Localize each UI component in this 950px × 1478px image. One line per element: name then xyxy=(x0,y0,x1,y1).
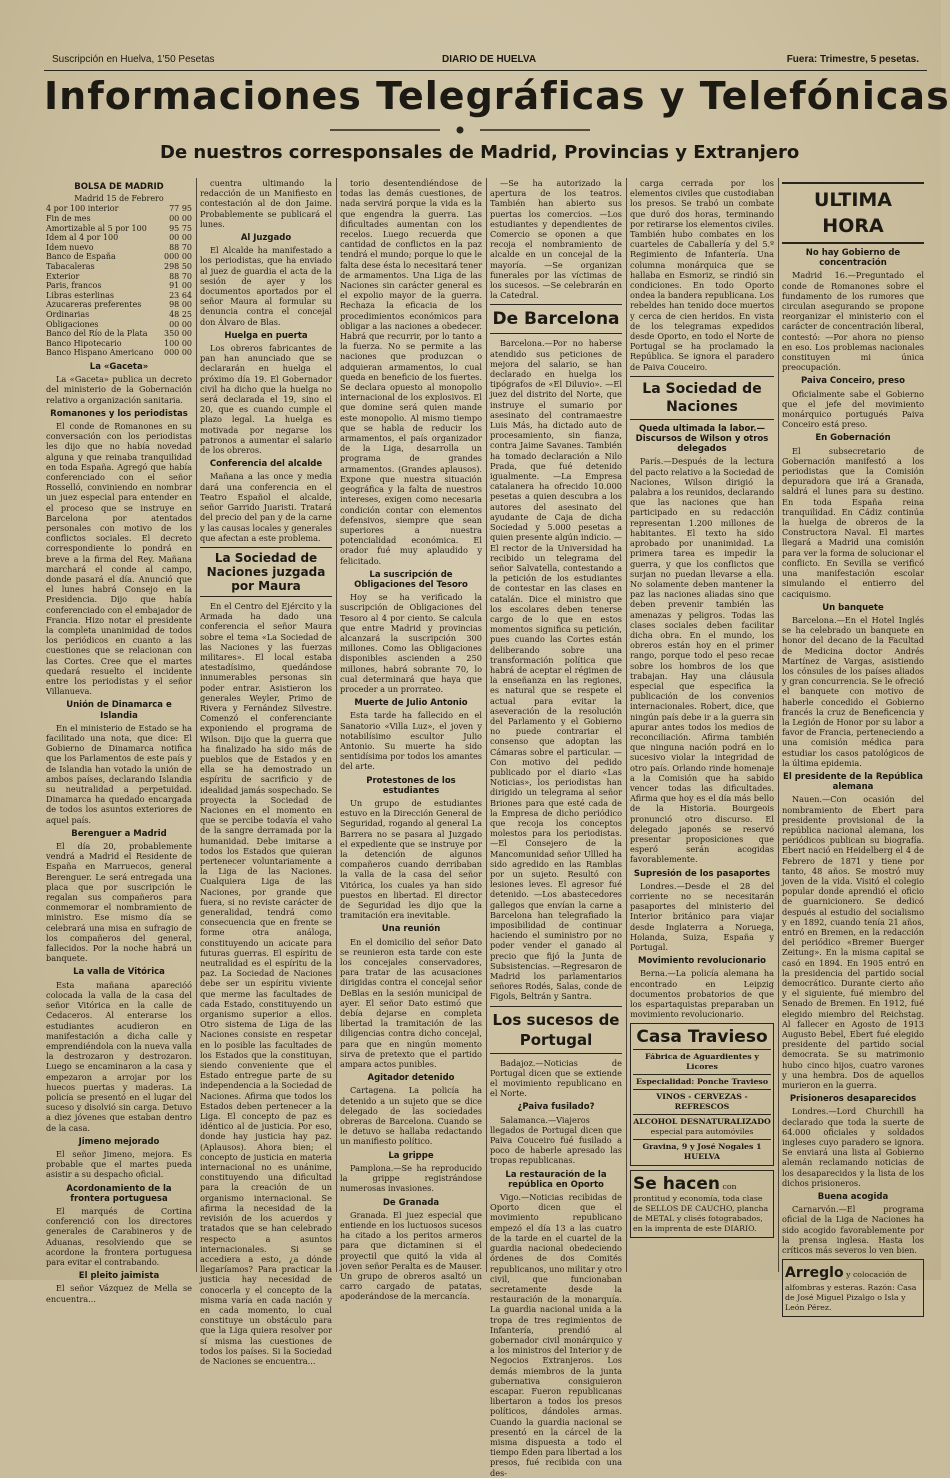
section-text: El conde de Romanones en su conversación con los periodistas les dijo que no había novedad alguna y que reinaba tranquilidad en toda España. Agregó que había conferenciado con el señor Rosselló, conviniendo en nombrar un juez especial para entender en el proceso que se instruye en Barcelona por atentados personales con motivo de los conflictos sociales. El decreto correspondiente lo pondrá en breve a la firma del Rey. Mañana marchará el conde al campo, donde pasará el día. Anunció que el lunes habrá Consejo en la Presidencia. Dijo que había conferenciado con el embajador de Francia. Hizo notar el presidente la completa unanimidad de todos los periódicos en cuanto a las cuestiones que se relacionan con las Cortes. Cree que el martes quedará resuelto el incidente entre los periodistas y el señor Villanueva. xyxy=(46,420,192,697)
section-title: Supresión de los pasaportes xyxy=(633,868,771,879)
section-text: Barcelona.—En el Hotel Inglés se ha celebrado un banquete en honor del decano de la Facultad de Medicina doctor Andrés Martínez de Vargas, asistiendo los cónsules de los países aliados y gran concurrencia. Se le ofreció el banquete con motivo de haberle concedido el Gobierno francés la cruz de Beneficencia y la Legión de Honor por su labor a favor de Francia, perteneciendo a una comisión médica para estudiar los casos patológicos de la última epidemia. xyxy=(782,614,924,768)
section-title-large: La Sociedad de Naciones xyxy=(630,376,774,420)
bolsa-row xyxy=(46,233,192,243)
bolsa-row-name: Paris, francos xyxy=(46,281,102,291)
column-divider xyxy=(626,178,627,1272)
section-title: Muerte de Julio Antonio xyxy=(354,698,468,709)
bolsa-date: Madrid 15 de Febrero xyxy=(74,194,164,204)
ad-line: Fábrica de Aguardientes y Licores xyxy=(633,1049,771,1072)
section-text: Cartagena. La policía ha detenido a un sujeto que se dice delegado de las sociedades obreras de Barcelona. Cuando se le detuvo se hallaba redactando un manifiesto político. xyxy=(340,1085,482,1147)
section-title: Berenguer a Madrid xyxy=(71,828,167,839)
section-subtitle: Queda ultimada la labor.—Discursos de Wilson y otros delegados xyxy=(635,423,769,455)
section-title: Romanones y los periodistas xyxy=(50,408,188,419)
section-text: Un grupo de estudiantes estuvo en la Dirección General de Seguridad, rogando al general La Barrera no se pasara al Juzgado el expediente que se instruye por la detención de algunos compañeros cuando derribaban la valla de la casa del señor Vitórica, los cuales ya han sido puestos en libertad. El director de Seguridad les dijo que la tramitación era inevitable. xyxy=(340,797,482,921)
section-title: El presidente de la República alemana xyxy=(783,771,923,793)
bolsa-row-value: 48 25 xyxy=(169,309,192,319)
ad-casa-travieso xyxy=(630,1023,774,1166)
section-text: Hoy se ha verificado la suscripción de Obligaciones del Tesoro al 4 por ciento. Se calcula que entre Madrid y provincias alcanzará la suscripción 300 millones. Como las Obligaciones disponibles ascienden a 250 millones, habrá sobrante 70, lo cual determinará que haya que proceder a un prorrateo. xyxy=(340,592,482,694)
bolsa-table xyxy=(46,204,192,358)
section-title: Huelga en puerta xyxy=(224,330,308,341)
section-title: Al Juzgado xyxy=(240,233,292,244)
bolsa-row-value: 000 00 xyxy=(164,252,192,262)
section-title-large: La Sociedad de Naciones juzgada por Maura xyxy=(200,547,332,597)
bolsa-row xyxy=(46,281,192,291)
bolsa-row-value: 88 70 xyxy=(169,242,192,252)
bolsa-row xyxy=(46,348,192,358)
section-text: Nauen.—Con ocasión del nombramiento de Ebert para presidente provisional de la república nacional alemana, los periódicos publican su biografía. Ebert nació en Heidelberg el 4 de Febrero de 1871 y tiene por tanto, 48 años. Se mostró muy joven de la vida. Visitó el colegio popular donde aprendió el oficio de guarnicionero. Se dedicó después al estudio del socialismo y en 1892, cuando tenía 21 años, entró en Bremen, en la redacción del periódico «Bremer Buerger Zeitung». En la misma capital se casó en 1894. En 1905 entró en la presidencia del partido social democrático. Durante cierto año y el siguiente, fué miembro del Senado de Bremen. En 1912, fué elegido miembro del Reichstag. Al fallecer en Agosto de 1913 Augusto Bebel, Ebert fué elegido presidente del partido social democrata. Se su matrimonio hubo cinco hijos, cuatro varones y una hembra. Dos de aquellos murieron en la guerra. xyxy=(782,794,924,1091)
section-text: —Se ha autorizado la apertura de los teatros. También han abierto sus puertas los comercios. —Los estudiantes y dependientes de Comercio se oponen a que recoja el nombramiento de alcalde en un concejal de la mayoría. —Se organizan funerales por las víctimas de los sucesos. —Se celebrarán en la Catedral. xyxy=(490,178,622,301)
section-text: Berna.—La policía alemana ha encontrado en Leipzig documentos probatorios de que los espartaquistas preparaban un movimiento revolucionario. xyxy=(630,968,774,1020)
column-divider xyxy=(336,178,337,1272)
bolsa-row xyxy=(46,204,192,214)
section-title: De Granada xyxy=(382,1197,440,1208)
section-text: El marqués de Cortina conferenció con los directores generales de Carabineros y de Aduanas, resolviendo que se acordone la frontera portuguesa para evitar el contrabando. xyxy=(46,1205,192,1267)
column-5 xyxy=(630,178,774,1270)
bolsa-row-name: Idem al 4 por 100 xyxy=(46,233,119,243)
section-text: El señor Jimeno, mejora. Es probable que el martes pueda asistir a su despacho oficial. xyxy=(46,1148,192,1180)
ad-line: especial para automóviles xyxy=(650,1127,754,1137)
section-text: Pamplona.—Se ha reproducido la grippe registrándose numerosas invasiones. xyxy=(340,1162,482,1194)
bolsa-row xyxy=(46,320,192,330)
section-text: cuentra ultimando la redacción de un Manifiesto en contestación al de don Jaime. Probablemente se publicará el lunes. xyxy=(200,178,332,229)
subscription-price: Suscripción en Huelva, 1'50 Pesetas xyxy=(52,54,215,65)
section-text: Vigo.—Noticias recibidas de Oporto dicen que el movimiento republicano empezó el día 13 a las cuatro de la tarde en el cuartel de la guardia nacional obedeciendo órdenes de dos Comités republicanos, uno militar y otro civil, que funcionaban secretamente desde la restauración de la monarquía. La guardia nacional unida a la tropa de tres regimientos de Infantería, prendió al gobernador civil monárquico y a los ministros del Interior y de Negocios Extranjeros. Los demás miembros de la junta gubernativa consiguieron escapar. Fueron republicanas libertaron a todos los presos políticos, dándoles armas. Cuando la guardia nacional se presentó en la cárcel de la misma dispuesta a todo el tiempo Eden para libertad a los presos, fué recibida con una des- xyxy=(490,1192,622,1478)
section-title: Unión de Dinamarca e Islandia xyxy=(66,700,172,721)
section-title: Acordonamiento de la frontera portuguesa xyxy=(66,1183,172,1204)
bolsa-row-name: Ordinarias xyxy=(46,309,90,319)
bolsa-row-name: Libras esterlinas xyxy=(46,290,114,300)
bolsa-row-value: 298 50 xyxy=(164,261,192,271)
subheadline: De nuestros corresponsales de Madrid, Provincias y Extranjero xyxy=(160,142,800,163)
bolsa-row-value: 00 00 xyxy=(169,233,192,243)
ad-title: Arreglo xyxy=(785,1265,844,1282)
bolsa-row-name: Obligaciones xyxy=(46,319,99,329)
bolsa-row-name: Tabacaleras xyxy=(46,261,95,271)
section-title: La restauración de la república en Oporto xyxy=(505,1169,607,1190)
section-title: La valla de Vitórica xyxy=(73,967,165,978)
section-text: En el domicilio del señor Dato se reunieron esta tarde con este los concejales conservadores, para tratar de las acusaciones dirigidas contra el concejal señor DeBlas en la sesión municipal de ayer. El señor Dato estimó que debía dejarse en completa libertad la tramitación de las diligencias contra dicho concejal, para que en ningún momento sirva de pretexto que el partido ampara actos punibles. xyxy=(340,936,482,1070)
bolsa-row xyxy=(46,243,192,253)
column-1 xyxy=(46,178,192,1304)
section-title-large: De Barcelona xyxy=(490,304,622,334)
bolsa-row-name: Banco Hipotecario xyxy=(46,338,122,348)
section-title: Protestones de los estudiantes xyxy=(366,775,456,796)
column-divider xyxy=(486,178,487,1272)
ad-arreglo xyxy=(782,1259,924,1317)
section-text: En el Centro del Ejército y la Armada ha dado una conferencia el señor Maura sobre el tema «La Sociedad de las Naciones y las fuerzas militares». El local estaba atestadísimo, quedándose innumerables personas sin poder entrar. Asistieron los generales Weyler, Primo de Rivera y Fernández Silvestre. Comenzó el conferenciante exponiendo el programa de Wilson. Dijo que la guerra que ha finalizado ha sido más de pueblos que de Estados y en ella se ha demostrado un espíritu de sacrificio y de idealidad jamás sospechado. Se proyecta la Sociedad de Naciones en el momento en que se percibe todavía el vaho de la sangre derramada por la humanidad. Debe imitarse a todos los Estados que quieran pertenecer voluntariamente a la Liga de las Naciones. Cualquiera Liga de las Naciones, por grande que fuera, si no reviste carácter de generalidad, tendrá como consecuencia que en frente se forme otra análoga, constituyendo un acicate para futuras guerras. El espíritu de neutralidad es el espíritu de la paz. La Sociedad de Naciones debe ser un espíritu viviente que merme las facultades de cada Estado, constituyendo un organismo superior a ellos. Otro sistema de Liga de las Naciones consiste en respetar en lo posible las facultades de los Estados que la constituyan, siendo conveniente que el Estado entregue parte de su independencia a la Sociedad de Naciones. Afirma que todos los Estados deben pertenecer a la Liga. El concepto de paz es idéntico al de justicia. Por eso, donde hay justicia hay paz. (Aplausos). Ahora bien; el concepto de justicia en materia internacional no es unánime, constituyendo una dificultad para la creación de un organismo internacional. Se afirma la necesidad de la revisión de los acuerdos y tratados que se han celebrado respecto a asuntos internacionales. Si se accediera a esto, ¿a dónde llegaríamos? Para practicar la justicia hay necesidad de conocerla y el concepto de la misma varía en cada nación y en cada momento, lo cual constituye un obstáculo para que la Liga quiera resolver por sí misma las cuestiones de todos los países. Si la Sociedad de Naciones se encuentra... xyxy=(200,600,332,1366)
ad-title: Casa Travieso xyxy=(636,1027,768,1048)
section-title: Buena acogida xyxy=(817,1192,889,1203)
section-text: Londres.—Desde el 28 del corriente no se necesitarán pasaportes del ministerio del Interior británico para viajar desde Inglaterra a Noruega, Holanda, Suiza, España y Portugal. xyxy=(630,880,774,953)
bolsa-row-value: 91 00 xyxy=(169,281,192,291)
section-text: El señor Vázquez de Mella se encuentra... xyxy=(46,1283,192,1304)
ad-line: ALCOHOL DESNATURALIZADO xyxy=(633,1114,771,1127)
section-title: Jimeno mejorado xyxy=(78,1136,160,1147)
section-text: Carnarvón.—El programa oficial de la Liga de Naciones ha sido acogido favorablemente por la prensa inglesa. Hasta los críticos más severos lo ven bien. xyxy=(782,1204,924,1256)
ad-text: con prontitud y economía, toda clase de SELLOS DE CAUCHO, plancha de METAL y clisés fotograbados, en la imprenta de este DIARIO. xyxy=(633,1182,769,1234)
bolsa-row-value: 000 00 xyxy=(164,348,192,358)
bolsa-row-name: Idem nuevo xyxy=(46,242,94,252)
section-title: Paiva Conceiro, preso xyxy=(801,376,905,387)
section-title: Una reunión xyxy=(381,924,441,935)
bolsa-row-value: 00 00 xyxy=(169,319,192,329)
section-title: Conferencia del alcalde xyxy=(209,459,323,470)
ad-title: Se hacen xyxy=(633,1174,720,1195)
bolsa-row-value: 77 95 xyxy=(169,204,192,214)
section-title: La «Gaceta» xyxy=(89,361,149,372)
bolsa-row-value: 350 00 xyxy=(164,329,192,339)
section-text: En el ministerio de Estado se ha facilitado una nota, que dice: El Gobierno de Dinamarca notifica que los Parlamentos de este país y de Islandia han votado la unión de ambos países, declarando Islandia su neutralidad a perpetuidad. Dinamarca ha quedado encargada de todos los asuntos exteriores de aquel país. xyxy=(46,722,192,825)
paper-name: DIARIO DE HUELVA xyxy=(442,54,537,65)
section-title: La suscripción de Obligaciones del Tesoro xyxy=(354,569,468,590)
section-text: Londres.—Lord Churchill ha declarado que toda la suerte de 64.000 oficiales y soldados ingleses cuyo paradero se ignora. Se enviará una lista al Gobierno alemán reclamando noticias de los desaparecidos y la lista de los dichos prisioneros. xyxy=(782,1106,924,1188)
bolsa-row-name: Banco de España xyxy=(46,252,116,262)
ad-line: Especialidad: Ponche Travieso xyxy=(633,1074,771,1087)
bolsa-row-value: 100 00 xyxy=(164,338,192,348)
ad-sellos xyxy=(630,1170,774,1238)
column-3 xyxy=(340,178,482,1302)
bolsa-row xyxy=(46,329,192,339)
bolsa-row-value: 00 00 xyxy=(169,214,192,223)
section-text: Esta tarde ha fallecido en el Sanatorio «Villa Luz», el joven y notabilísimo escultor Julio Antonio. Su muerte ha sido sentidísima por todos los amantes del arte. xyxy=(340,710,482,772)
masthead-bar xyxy=(44,50,927,72)
section-text: Mañana a las once y media dará una conferencia en el Teatro Español el alcalde, señor Garrido Juaristi. Tratará del precio del pan y de la carne y las causas locales y generales que afectan a este problema. xyxy=(200,471,332,543)
section-title: Un banquete xyxy=(822,602,884,613)
section-text: Esta mañana aparecióó colocada la valla de la casa del señor Vitórica en la calle de Cedaceros. Al enterarse los estudiantes acudieron en manifestación a dicha calle y emprendiéndola con la nueva valla la destrozaron y destrozaron. Luego se encaminaron a la casa y empezaron a arrojar por los huecos puertas y maderas. La policía se presentó en el lugar del suceso y disolvió sin carga. Detuvo a diez jóvenes que estaban dentro de la casa. xyxy=(46,979,192,1133)
section-text: Salamanca.—Viajeros llegados de Portugal dicen que Paiva Couceiro fué fusilado a poco de haberle apresado las tropas republicanas. xyxy=(490,1114,622,1166)
section-text: Los obreros fabricantes de pan han anunciado que se declararán en huelga el próximo día 19. El Gobernador civil ha dicho que la huelga no será declarada el 19, sino el 20, que es cuando cumple el plazo legal. La huelga es motivada por negarse los patronos a aumentar el salario de los obreros. xyxy=(200,343,332,456)
bolsa-row-name: 4 por 100 interior xyxy=(46,204,119,214)
outside-price: Fuera: Trimestre, 5 pesetas. xyxy=(786,54,919,65)
bolsa-row-value: 98 00 xyxy=(169,300,192,310)
ultima-hora-title: ULTIMA HORA xyxy=(782,182,924,244)
bolsa-title: BOLSA DE MADRID xyxy=(74,182,164,192)
bolsa-row-name: Exterior xyxy=(46,271,80,281)
section-text: Madrid 16.—Preguntado el conde de Romanones sobre el fundamento de los rumores que circulan asegurando se propone reorganizar el ministerio con el carácter de concentración liberal, contestó: —Por ahora no pienso en eso. Los problemas nacionales constituyen mi única preocupación. xyxy=(782,270,924,373)
bolsa-row-value: 23 64 xyxy=(169,290,192,300)
section-text: El Alcalde ha manifestado a los periodistas, que ha enviado al juez de guardia el acta de la sesión de ayer y los documentos aportados por el señor Maura al formular su denuncia contra el concejal don Álvaro de Blas. xyxy=(200,245,332,327)
column-2 xyxy=(200,178,332,1366)
section-text: Barcelona.—Por no haberse atendido sus peticiones de mejora del salario, se han declarado en huelga los tipógrafos de «El Diluvio». —El juez del distrito del Norte, que instruye el sumario por asesinato del contramaestre Luis Más, ha dictado auto de procesamiento, sin fianza, contra Jaime Savanes. También ha tomado declaración a Nilo Prada, que fué detenido igualmente. —La Empresa catalanera ha ofrecido 10.000 pesetas a quien descubra a los autores del asesinato del ayudante de Caja de dicha Sociedad y 5.000 pesetas a quien presente algún indicio. —El rector de la Universidad ha recibido un telegrama del señor Salvatella, contestando a la petición de los estudiantes de contestar en las clases en catalán. Dice el ministro que los escolares deben tenerse cargo de lo que en estos momentos significa su petición, pues cuando las Cortes están deliberando sobre una transformación política que habrá de aceptar el régimen de la enseñanza en las regiones, es natural que se respete el actual para evitar la aseveración de la resolución del Parlamento y el Gobierno no puede contrariar el consenso que adoptan las Cámaras sobre el particular. —Con motivo del pedido publicado por el diario «Las Noticias», los periodistas han dirigido un telegrama al señor Briones para que esté cada de la Empresa de dicho periódico que recoja los conceptos molestos para los periodistas. —El Consejero de la Mancomunidad señor Ullled ha sido agredido en las Ramblas por un sujeto. Resultó con lesiones leves. El agresor fué detenido. —Los abastecedores gallegos que envían la carne a Barcelona han telegrafiado la imposibilidad de continuar haciendo el suministro por no poder vender el ganado al precio que fijó la Junta de Subsistencias. —Regresaron de Madrid los parlamentarios señores Rodés, Salas, conde de Figols, Beltrán y Santra. xyxy=(490,338,622,1002)
column-divider xyxy=(778,178,779,1272)
section-text: París.—Después de la lectura del pacto relativo a la Sociedad de Naciones, Wilson dirigió la palabra a los reunidos, declarando que las naciones que han participado en su redacción representan 1.200 millones de habitantes. El texto ha sido aprobado por unanimidad. La primera tarea es impedir la guerra, y que los conflictos que surjan no puedan llevarse a ella. No solamente deben mantener la paz las naciones aliadas sino que deben prevenir también las amenazas y peligros. Todas las clases sociales deben facilitar dicha obra. En el mundo, los obreros están hoy en el primer rango, porque todo el peso recae sobre los hombros de los que trabajan. Hay una cláusula especial que especifica la publicación de los convenios internacionales. Robert, dice, que ningún país debe ir a la guerra sin apurar antes todos los medios de reconciliación. Afirma también que ninguna nación podrá en lo sucesivo violar la integridad de otro país. Orlando rinde homenaje a la Comisión que ha sabido vencer todas las dificultades. Afirma que hoy es el día más bello de la Historia. Bourgeois pronunció otro discurso. El delegado japonés se reservó presentar proposiciones que esperó serán acogidas favorablemente. xyxy=(630,456,775,865)
bolsa-row-name: Amortizable al 5 por 100 xyxy=(46,223,147,233)
bolsa-row-name: Azucareras preferentes xyxy=(46,300,142,310)
bolsa-row-name: Banco Hispano Americano xyxy=(46,348,154,358)
ad-line: VINOS - CERVEZAS - REFRESCOS xyxy=(633,1089,771,1112)
section-title: Movimiento revolucionario xyxy=(637,956,767,967)
bolsa-row-value: 88 70 xyxy=(169,271,192,281)
section-text: Granada. El juez especial que entiende en los luctuosos sucesos ha citado a los peritos armeros para que dictaminen si el proyectil que quitó la vida al joven señor Peralta es de Mauser. Un grupo de obreros asaltó un carro cargado de patatas, apoderándose de la mercancía. xyxy=(340,1209,482,1302)
ad-line: Gravina, 9 y José Nogales 1 xyxy=(633,1139,771,1152)
bolsa-row xyxy=(46,224,192,234)
bolsa-row xyxy=(46,339,192,349)
section-title: Prisioneros desaparecidos xyxy=(789,1094,917,1105)
masthead-rule xyxy=(44,70,927,71)
bolsa-row xyxy=(46,310,192,320)
bolsa-row-name: Fin de mes xyxy=(46,214,91,223)
bolsa-row xyxy=(46,252,192,262)
section-title: ¿Paiva fusilado? xyxy=(517,1102,595,1113)
main-headline: Informaciones Telegráficas y Telefónicas xyxy=(44,74,950,118)
section-text: Badajoz.—Noticias de Portugal dicen que se extiende el movimiento republicano en el Norte. xyxy=(490,1057,622,1099)
bolsa-row xyxy=(46,300,192,310)
bolsa-row xyxy=(46,291,192,301)
section-title: La grippe xyxy=(388,1150,434,1161)
ad-line: HUELVA xyxy=(683,1152,721,1162)
ad-text: y colocación de alfombras y esteras. Razón: Casa de José Miguel Pizalgo o Isla y León Pérez. xyxy=(785,1270,917,1313)
section-title: En Gobernación xyxy=(815,433,891,444)
bolsa-row-name: Banco del Río de la Plata xyxy=(46,329,148,339)
bolsa-row xyxy=(46,262,192,272)
bolsa-row xyxy=(46,214,192,224)
column-6 xyxy=(782,178,924,1313)
section-title: No hay Gobierno de concentración xyxy=(805,248,901,269)
bolsa-row-value: 95 75 xyxy=(169,223,192,233)
section-text: El día 20, probablemente vendrá a Madrid el Residente de España en Marruecos, general Berenguer. Le será entregada una placa que por suscripción le regalan sus compañeros para conmemorar el nombramiento de ministro. Ese mismo día se celebrará una misa en sufragio de los compañeros del general, fallecidos. Por la noche habrá un banquete. xyxy=(46,841,192,964)
ornament-divider xyxy=(330,126,590,134)
section-title: El pleito jaimista xyxy=(78,1271,160,1282)
column-divider xyxy=(196,178,197,1272)
section-title: Agitador detenido xyxy=(367,1073,455,1084)
section-text: El subsecretario de Gobernación manifestó a los periodistas que la Comisión depuradora que irá a Granada, saldrá el lunes para su destino. En toda España reina tranquilidad. En Cádiz continúa la huelga de obreros de la Constructora Naval. El martes llegará a Madrid una comisión para ver la forma de solucionar el conflicto. En Sevilla se verificó una manifestación escolar simulando el entierro del caciquismo. xyxy=(782,445,924,599)
section-text: carga cerrada por los elementos civiles que custodiaban los presos. Se trabó un combate que duró dos horas, terminando por retirarse los elementos civiles. También hubo combates en los cuarteles de Caballería y del 5.º Regimiento de Infantería. Una columna monárquica que se hallaba en Esmoriz, se rindió sin condiciones. En todo Oporto ondea la bandera republicana. Los rebeldes han tenido doce muertos y cerca de cien heridos. En vista de los telegramas expedidos desde Oporto, en todo el Norte de Portugal se ha proclamado la República. Se ignora el paradero de Paiva Couceiro. xyxy=(630,178,774,372)
section-title-large: Los sucesos de Portugal xyxy=(490,1006,622,1054)
bolsa-row xyxy=(46,272,192,282)
section-text: Oficialmente sabe el Gobierno que el jefe del movimiento monárquico portugués Paiva Conceiro está preso. xyxy=(782,388,924,430)
section-text: La «Gaceta» publica un decreto del ministerio de la Gobernación relativo a organización sanitaria. xyxy=(46,374,192,405)
column-4 xyxy=(490,178,622,1478)
section-text: torio desentendiéndose de todas las demás cuestiones, de nada servirá porque la vida es la que engendra la guerra. Las dificultades aumentan con los recelos. Luego recuerda que cantidad de conflictos en la paz tendrá el mundo; porque lo que le falta dese ésta lo necesitará tener de armamentos. Una Liga de las Naciones sin carácter general es el expolio mayor de la guerra. Rechaza la eficacia de los procedimientos económicos para obligar a las naciones a obedecer. Habrá que recurrir, por lo tanto a la fuerza. No se permite a las naciones que produzcan o adquieran armamentos, lo cual queda en beneficio de los fuertes. Se declara opuesto al monopolio internacional de los explosivos. El que domine será quien mande este monopolio. Al mismo tiempo que se habla de reducir los armamentos, el país organizador de la Liga, desarrolla un programa de grandes armamentos. (Grandes aplausos). Expone que nuestra situación geográfica y la falta de nuestros intereses, exigen como necesaria condición contar con elementos defensivos, siempre que sean superiores a nuestra potencialidad económica. El orador fué muy aplaudido y felicitado. xyxy=(340,178,482,566)
